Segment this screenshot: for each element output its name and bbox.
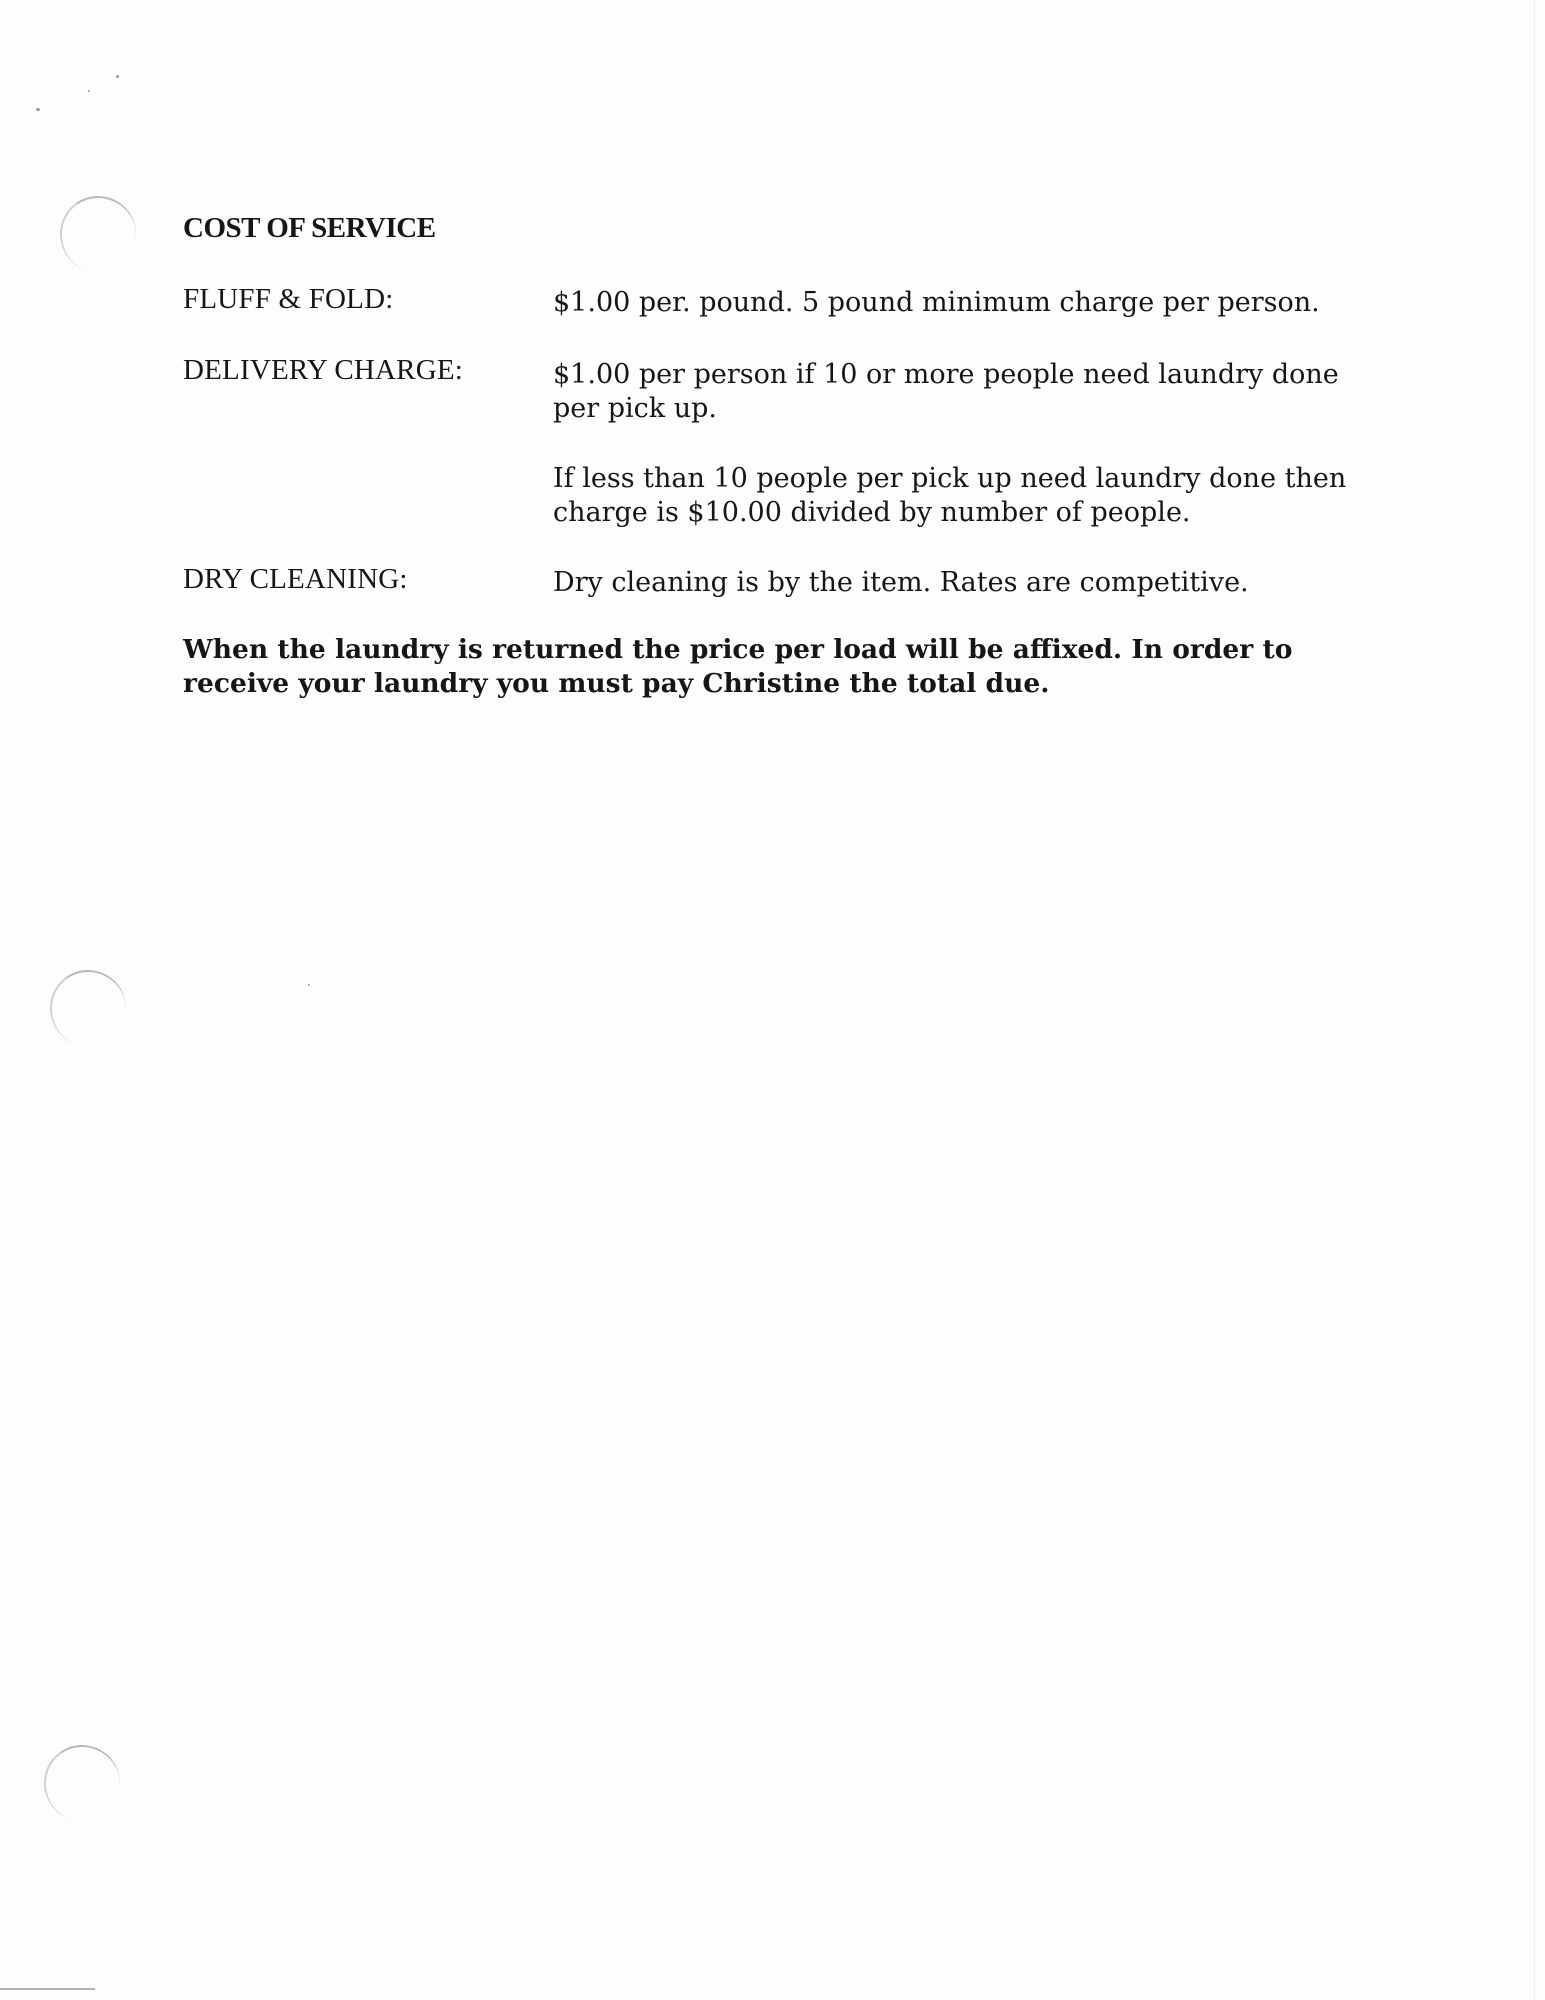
delivery-charge-note: If less than 10 people per pick up need laundry done then charge is $10.00 divided by number of people.: [553, 463, 1347, 528]
binder-hole-mark: [54, 190, 142, 278]
scan-speck: [88, 90, 90, 92]
binder-hole-mark: [38, 1739, 126, 1827]
delivery-charge-label: DELIVERY CHARGE:: [183, 354, 464, 386]
fluff-fold-description: $1.00 per. pound. 5 pound minimum charge per person.: [553, 287, 1320, 318]
delivery-charge-description: $1.00 per person if 10 or more people need laundry done per pick up.: [553, 359, 1339, 424]
scan-speck: [308, 984, 310, 986]
dry-cleaning-label: DRY CLEANING:: [183, 563, 408, 595]
page-edge: [1534, 0, 1535, 2000]
page-title: COST OF SERVICE: [183, 212, 436, 244]
binder-hole-mark: [44, 964, 132, 1052]
scan-speck: [36, 108, 40, 111]
scan-edge-line: [0, 1988, 95, 1990]
scan-speck: [116, 75, 119, 78]
fluff-fold-label: FLUFF & FOLD:: [183, 283, 394, 315]
dry-cleaning-description: Dry cleaning is by the item. Rates are competitive.: [553, 567, 1249, 598]
payment-note: When the laundry is returned the price per load will be affixed. In order to receive your laundry you must pay Christine the total due.: [183, 634, 1293, 699]
